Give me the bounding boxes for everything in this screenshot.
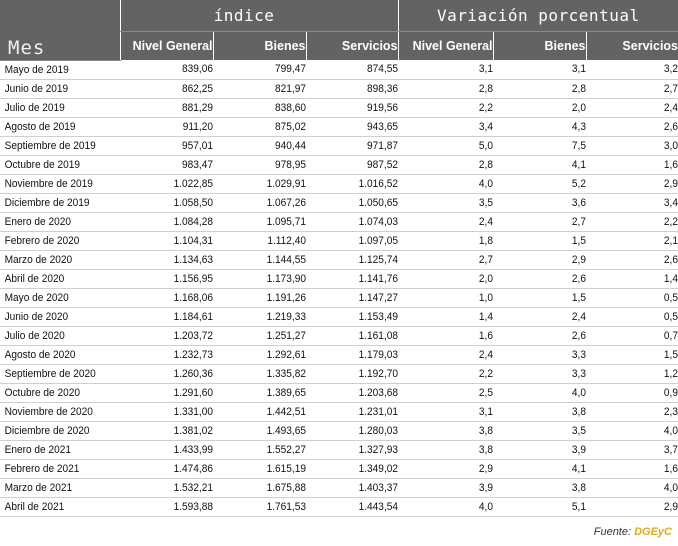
cell-indice-nivel-general: 1.291,60	[127, 383, 213, 402]
cell-indice-servicios: 1.231,01	[313, 402, 398, 421]
cell-indice-nivel-general: 1.184,61	[127, 307, 213, 326]
cell-indice-nivel-general: 1.156,95	[127, 269, 213, 288]
table-row	[0, 421, 678, 440]
table-row	[0, 136, 678, 155]
table-row	[0, 307, 678, 326]
cell-var-servicios: 3,0	[593, 136, 678, 155]
column-header-indice-servicios: Servicios	[306, 32, 398, 61]
cell-month: Febrero de 2020	[0, 231, 110, 250]
cell-var-bienes: 2,7	[500, 212, 586, 231]
source-name: DGEyC	[634, 526, 672, 538]
table-row	[0, 193, 678, 212]
cell-indice-bienes: 821,97	[220, 79, 306, 98]
cell-var-bienes: 3,8	[500, 478, 586, 497]
cell-month: Junio de 2019	[0, 79, 110, 98]
cell-month: Febrero de 2021	[0, 459, 110, 478]
cell-indice-servicios: 1.097,05	[313, 231, 398, 250]
cell-indice-nivel-general: 862,25	[127, 79, 213, 98]
cell-indice-servicios: 1.192,70	[313, 364, 398, 383]
cell-var-bienes: 3,1	[500, 60, 586, 79]
cell-indice-bienes: 1.173,90	[220, 269, 306, 288]
cell-indice-nivel-general: 1.474,86	[127, 459, 213, 478]
cell-var-nivel-general: 3,5	[406, 193, 493, 212]
cell-var-nivel-general: 2,8	[406, 79, 493, 98]
cell-var-servicios: 3,2	[593, 60, 678, 79]
cell-var-servicios: 2,6	[593, 250, 678, 269]
cell-month: Diciembre de 2019	[0, 193, 110, 212]
cell-month: Septiembre de 2020	[0, 364, 110, 383]
table-row	[0, 459, 678, 478]
cell-month: Enero de 2021	[0, 440, 110, 459]
cell-month: Agosto de 2020	[0, 345, 110, 364]
table-row	[0, 212, 678, 231]
table-row	[0, 117, 678, 136]
column-header-var-servicios: Servicios	[586, 32, 678, 61]
cell-indice-servicios: 971,87	[313, 136, 398, 155]
cell-var-bienes: 3,3	[500, 345, 586, 364]
cell-var-nivel-general: 2,2	[406, 98, 493, 117]
cell-indice-bienes: 1.191,26	[220, 288, 306, 307]
cell-var-bienes: 5,2	[500, 174, 586, 193]
cell-var-bienes: 2,6	[500, 326, 586, 345]
cell-indice-servicios: 1.280,03	[313, 421, 398, 440]
cell-var-nivel-general: 3,8	[406, 440, 493, 459]
cell-var-nivel-general: 2,0	[406, 269, 493, 288]
column-header-var-bienes: Bienes	[493, 32, 586, 61]
table-row	[0, 326, 678, 345]
cell-var-servicios: 2,9	[593, 497, 678, 516]
cell-var-servicios: 2,9	[593, 174, 678, 193]
cell-var-bienes: 3,8	[500, 402, 586, 421]
cell-indice-nivel-general: 1.104,31	[127, 231, 213, 250]
cell-var-servicios: 1,5	[593, 345, 678, 364]
cell-var-servicios: 2,4	[593, 98, 678, 117]
cell-var-nivel-general: 2,5	[406, 383, 493, 402]
cell-month: Septiembre de 2019	[0, 136, 110, 155]
cell-month: Mayo de 2019	[0, 60, 110, 79]
cell-indice-servicios: 1.141,76	[313, 269, 398, 288]
table-row	[0, 288, 678, 307]
cell-month: Octubre de 2019	[0, 155, 110, 174]
cell-indice-nivel-general: 881,29	[127, 98, 213, 117]
cell-month: Agosto de 2019	[0, 117, 110, 136]
cell-month: Abril de 2020	[0, 269, 110, 288]
cell-indice-servicios: 898,36	[313, 79, 398, 98]
cell-var-servicios: 2,2	[593, 212, 678, 231]
cell-indice-servicios: 943,65	[313, 117, 398, 136]
cell-indice-nivel-general: 1.331,00	[127, 402, 213, 421]
cell-var-servicios: 1,6	[593, 155, 678, 174]
header-group-row	[0, 0, 678, 32]
cell-indice-servicios: 1.125,74	[313, 250, 398, 269]
cell-month: Noviembre de 2020	[0, 402, 110, 421]
cell-var-bienes: 2,0	[500, 98, 586, 117]
cell-var-nivel-general: 1,8	[406, 231, 493, 250]
cell-indice-bienes: 1.144,55	[220, 250, 306, 269]
cell-var-bienes: 1,5	[500, 288, 586, 307]
cell-var-servicios: 2,7	[593, 79, 678, 98]
group-header-indice: índice	[120, 0, 398, 32]
cell-var-bienes: 2,6	[500, 269, 586, 288]
cell-indice-bienes: 1.552,27	[220, 440, 306, 459]
column-header-mes: Mes	[0, 0, 120, 60]
cell-var-servicios: 4,0	[593, 421, 678, 440]
table-row	[0, 497, 678, 516]
cell-var-nivel-general: 2,4	[406, 212, 493, 231]
cell-indice-bienes: 1.251,27	[220, 326, 306, 345]
column-header-indice-bienes: Bienes	[213, 32, 306, 61]
cell-indice-bienes: 875,02	[220, 117, 306, 136]
cell-var-bienes: 7,5	[500, 136, 586, 155]
cell-indice-nivel-general: 1.381,02	[127, 421, 213, 440]
cell-indice-bienes: 1.067,26	[220, 193, 306, 212]
cell-var-servicios: 4,0	[593, 478, 678, 497]
cell-month: Enero de 2020	[0, 212, 110, 231]
group-header-variacion: Variación porcentual	[398, 0, 678, 32]
cell-var-servicios: 0,9	[593, 383, 678, 402]
cell-indice-nivel-general: 1.260,36	[127, 364, 213, 383]
cell-var-servicios: 2,1	[593, 231, 678, 250]
cell-var-servicios: 1,6	[593, 459, 678, 478]
cell-indice-servicios: 874,55	[313, 60, 398, 79]
cell-indice-nivel-general: 1.532,21	[127, 478, 213, 497]
cell-var-nivel-general: 3,9	[406, 478, 493, 497]
cell-var-nivel-general: 1,6	[406, 326, 493, 345]
cell-var-bienes: 4,1	[500, 459, 586, 478]
cell-indice-bienes: 1.335,82	[220, 364, 306, 383]
table-body	[0, 60, 678, 516]
cell-indice-servicios: 1.403,37	[313, 478, 398, 497]
cell-month: Abril de 2021	[0, 497, 110, 516]
cell-month: Junio de 2020	[0, 307, 110, 326]
cell-var-bienes: 3,3	[500, 364, 586, 383]
cell-indice-nivel-general: 1.203,72	[127, 326, 213, 345]
cell-indice-servicios: 1.179,03	[313, 345, 398, 364]
cell-indice-nivel-general: 1.232,73	[127, 345, 213, 364]
table-row	[0, 383, 678, 402]
cell-var-bienes: 2,9	[500, 250, 586, 269]
cell-var-bienes: 4,0	[500, 383, 586, 402]
table-row	[0, 60, 678, 79]
cell-month: Noviembre de 2019	[0, 174, 110, 193]
column-header-indice-nivel-general: Nivel General	[120, 32, 213, 61]
cell-indice-servicios: 1.443,54	[313, 497, 398, 516]
table-row	[0, 155, 678, 174]
cell-indice-servicios: 1.327,93	[313, 440, 398, 459]
cell-indice-bienes: 1.292,61	[220, 345, 306, 364]
cell-indice-bienes: 1.095,71	[220, 212, 306, 231]
table-row	[0, 440, 678, 459]
cell-var-servicios: 0,5	[593, 307, 678, 326]
cell-var-bienes: 2,8	[500, 79, 586, 98]
cell-var-nivel-general: 4,0	[406, 497, 493, 516]
cell-var-nivel-general: 3,4	[406, 117, 493, 136]
table-row	[0, 174, 678, 193]
table-row	[0, 478, 678, 497]
cell-indice-nivel-general: 911,20	[127, 117, 213, 136]
cell-indice-servicios: 919,56	[313, 98, 398, 117]
cell-var-nivel-general: 2,9	[406, 459, 493, 478]
cell-var-nivel-general: 4,0	[406, 174, 493, 193]
cell-var-nivel-general: 2,2	[406, 364, 493, 383]
cell-indice-servicios: 987,52	[313, 155, 398, 174]
cell-indice-servicios: 1.147,27	[313, 288, 398, 307]
cell-indice-nivel-general: 1.134,63	[127, 250, 213, 269]
cell-indice-bienes: 1.442,51	[220, 402, 306, 421]
cell-indice-nivel-general: 1.022,85	[127, 174, 213, 193]
cell-var-nivel-general: 2,8	[406, 155, 493, 174]
table-row	[0, 345, 678, 364]
cell-indice-bienes: 1.675,88	[220, 478, 306, 497]
cell-month: Mayo de 2020	[0, 288, 110, 307]
cell-var-bienes: 4,3	[500, 117, 586, 136]
cell-month: Marzo de 2020	[0, 250, 110, 269]
cell-indice-servicios: 1.161,08	[313, 326, 398, 345]
cell-indice-bienes: 1.493,65	[220, 421, 306, 440]
source-label: Fuente:	[593, 526, 635, 538]
cell-indice-bienes: 940,44	[220, 136, 306, 155]
cell-indice-servicios: 1.153,49	[313, 307, 398, 326]
cell-indice-nivel-general: 839,06	[127, 60, 213, 79]
cell-var-nivel-general: 2,7	[406, 250, 493, 269]
cell-var-nivel-general: 5,0	[406, 136, 493, 155]
cell-month: Diciembre de 2020	[0, 421, 110, 440]
cell-var-servicios: 0,5	[593, 288, 678, 307]
source-note	[594, 526, 672, 538]
cell-var-bienes: 3,6	[500, 193, 586, 212]
table-row	[0, 364, 678, 383]
column-header-var-nivel-general: Nivel General	[398, 32, 493, 61]
cell-var-servicios: 3,7	[593, 440, 678, 459]
cell-indice-servicios: 1.203,68	[313, 383, 398, 402]
cell-var-servicios: 1,2	[593, 364, 678, 383]
cell-indice-nivel-general: 983,47	[127, 155, 213, 174]
cell-var-nivel-general: 1,4	[406, 307, 493, 326]
cell-indice-nivel-general: 1.168,06	[127, 288, 213, 307]
table-row	[0, 231, 678, 250]
cell-var-nivel-general: 2,4	[406, 345, 493, 364]
cell-var-servicios: 1,4	[593, 269, 678, 288]
table-row	[0, 402, 678, 421]
cell-indice-bienes: 1.389,65	[220, 383, 306, 402]
cell-indice-nivel-general: 1.084,28	[127, 212, 213, 231]
cell-indice-nivel-general: 957,01	[127, 136, 213, 155]
cell-var-nivel-general: 3,1	[406, 60, 493, 79]
table-row	[0, 269, 678, 288]
table-row	[0, 79, 678, 98]
cell-var-nivel-general: 3,1	[406, 402, 493, 421]
cell-var-servicios: 2,3	[593, 402, 678, 421]
cell-var-bienes: 1,5	[500, 231, 586, 250]
cell-var-bienes: 5,1	[500, 497, 586, 516]
cell-indice-nivel-general: 1.058,50	[127, 193, 213, 212]
cell-indice-bienes: 799,47	[220, 60, 306, 79]
cell-month: Marzo de 2021	[0, 478, 110, 497]
cell-indice-servicios: 1.349,02	[313, 459, 398, 478]
cell-indice-bienes: 1.219,33	[220, 307, 306, 326]
table-row	[0, 250, 678, 269]
cell-month: Julio de 2019	[0, 98, 110, 117]
cell-var-bienes: 3,9	[500, 440, 586, 459]
cell-indice-bienes: 1.112,40	[220, 231, 306, 250]
cell-var-bienes: 2,4	[500, 307, 586, 326]
cell-indice-bienes: 1.615,19	[220, 459, 306, 478]
cell-month: Julio de 2020	[0, 326, 110, 345]
cell-indice-bienes: 838,60	[220, 98, 306, 117]
cell-var-servicios: 3,4	[593, 193, 678, 212]
cell-indice-bienes: 978,95	[220, 155, 306, 174]
cell-indice-servicios: 1.074,03	[313, 212, 398, 231]
cell-var-bienes: 4,1	[500, 155, 586, 174]
cell-var-servicios: 0,7	[593, 326, 678, 345]
cell-indice-servicios: 1.016,52	[313, 174, 398, 193]
cell-var-servicios: 2,6	[593, 117, 678, 136]
cell-indice-servicios: 1.050,65	[313, 193, 398, 212]
cell-month: Octubre de 2020	[0, 383, 110, 402]
cell-var-nivel-general: 3,8	[406, 421, 493, 440]
cell-indice-bienes: 1.029,91	[220, 174, 306, 193]
cell-indice-nivel-general: 1.593,88	[127, 497, 213, 516]
cell-indice-bienes: 1.761,53	[220, 497, 306, 516]
cell-var-bienes: 3,5	[500, 421, 586, 440]
cell-var-nivel-general: 1,0	[406, 288, 493, 307]
table-row	[0, 98, 678, 117]
cell-indice-nivel-general: 1.433,99	[127, 440, 213, 459]
